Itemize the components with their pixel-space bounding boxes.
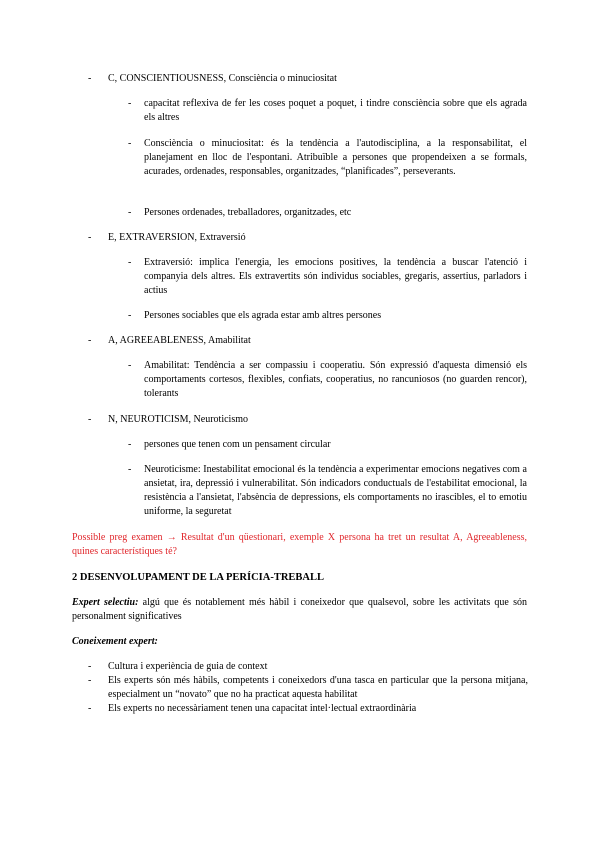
exam-note: Possible preg examen → Resultat d'un qüestionari, exemple X persona ha tret un resultat A, Agreeableness, quines característiques té? bbox=[72, 532, 527, 557]
dash-bullet: - bbox=[128, 207, 132, 218]
section-heading: 2 DESENVOLUPAMENT DE LA PERÍCIA-TREBALL bbox=[72, 572, 325, 583]
dash-bullet: - bbox=[128, 257, 132, 268]
trait-n-title: N, NEUROTICISM, Neuroticismo bbox=[108, 414, 248, 425]
expert-definition-term: Expert selectiu: bbox=[72, 597, 139, 608]
dash-bullet: - bbox=[88, 414, 92, 425]
expert-knowledge-item-2: Els experts són més hàbils, competents i coneixedors d'una tasca en particular que la persona mitjana, especialment un “novato” que no ha practicat aquesta habilitat bbox=[108, 675, 528, 700]
expert-knowledge-title: Coneixement expert: bbox=[72, 636, 158, 647]
dash-bullet: - bbox=[128, 98, 132, 109]
trait-c-item-2: Consciència o minuciositat: és la tendència a l'autodisciplina, a la responsabilitat, el planejament en lloc de l'espontani. Atribuïble a persones que propendeixen a se formals, acurades, ordenades, responsables, organitzades, “planificades”, perseverants. bbox=[144, 138, 527, 177]
trait-e-item-1: Extraversió: implica l'energia, les emocions positives, la tendència a buscar l'atenció i companyia dels altres. Els extravertits són individus sociables, gregaris, assertius, parladors i actius bbox=[144, 257, 527, 296]
dash-bullet: - bbox=[88, 703, 92, 714]
dash-bullet: - bbox=[88, 335, 92, 346]
dash-bullet: - bbox=[88, 661, 92, 672]
dash-bullet: - bbox=[128, 439, 132, 450]
trait-a-title: A, AGREEABLENESS, Amabilitat bbox=[108, 335, 251, 346]
expert-definition bbox=[72, 596, 527, 624]
trait-n-item-1: persones que tenen com un pensament circular bbox=[144, 439, 331, 450]
expert-knowledge-item-3: Els experts no necessàriament tenen una capacitat intel·lectual extraordinària bbox=[108, 703, 417, 714]
expert-definition-text: algú que és notablement més hàbil i coneixedor que qualsevol, sobre les activitats que són personalment significatives bbox=[72, 597, 527, 622]
trait-a-item-1: Amabilitat: Tendència a ser compassiu i cooperatiu. Són expressió d'aquesta dimensió els comportaments cortesos, flexibles, confiats, cooperatius, no rancuniosos (no guarden rencor), tolerants bbox=[144, 360, 527, 399]
dash-bullet: - bbox=[88, 232, 92, 243]
trait-e-item-2: Persones sociables que els agrada estar amb altres persones bbox=[144, 310, 382, 321]
dash-bullet: - bbox=[88, 675, 92, 686]
trait-c-item-3: Persones ordenades, treballadores, organitzades, etc bbox=[144, 207, 352, 218]
dash-bullet: - bbox=[88, 73, 92, 84]
trait-c-title: C, CONSCIENTIOUSNESS, Consciència o minuciositat bbox=[108, 73, 337, 84]
dash-bullet: - bbox=[128, 310, 132, 321]
dash-bullet: - bbox=[128, 360, 132, 371]
dash-bullet: - bbox=[128, 138, 132, 149]
trait-c-item-1: capacitat reflexiva de fer les coses poquet a poquet, i tindre consciència sobre que els agrada els altres bbox=[144, 98, 527, 123]
expert-knowledge-item-1: Cultura i experiència de guia de context bbox=[108, 661, 268, 672]
dash-bullet: - bbox=[128, 464, 132, 475]
trait-n-item-2: Neuroticisme: Inestabilitat emocional és la tendència a experimentar emocions negatives com a ansietat, ira, depressió i vulnerabilitat. Són indicadors conductuals de l'estabilitat emocional, la resistència a l'ansietat, l'absència de depressions, els comportaments no irascibles, el to emotiu uniforme, la seguretat bbox=[144, 464, 527, 517]
trait-e-title: E, EXTRAVERSION, Extraversió bbox=[108, 232, 246, 243]
